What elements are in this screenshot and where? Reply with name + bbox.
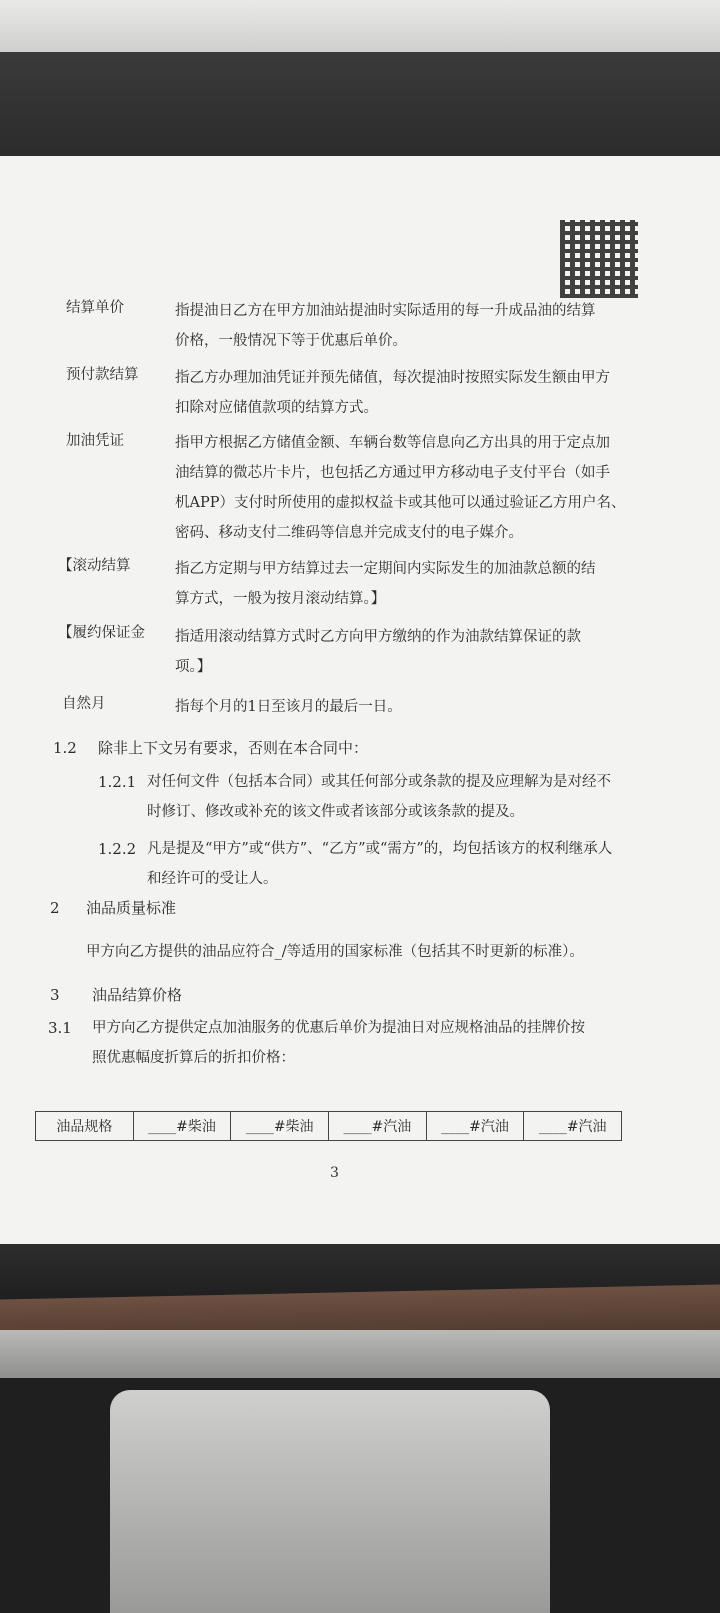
section-title: 油品质量标准 (86, 899, 177, 917)
clause-text: 甲方向乙方提供定点加油服务的优惠后单价为提油日对应规格油品的挂牌价按 照优惠幅度折算后的折扣价格： (92, 1020, 585, 1066)
clause-number: 1.2 (53, 739, 77, 757)
term-label: 加油凭证 (66, 433, 124, 449)
term-label: 【滚动结算 (58, 558, 131, 574)
term-label: 自然月 (62, 696, 106, 712)
clause-number: 1.2.1 (98, 773, 137, 791)
table-cell: ____#汽油 (328, 1112, 426, 1140)
term-label: 结算单价 (66, 300, 124, 316)
section-number: 3 (50, 986, 60, 1004)
definition-text: 指适用滚动结算方式时乙方向甲方缴纳的作为油款结算保证的款 项。】 (175, 629, 581, 675)
table-cell: ____#汽油 (426, 1112, 524, 1140)
table-cell: ____#汽油 (523, 1112, 621, 1140)
section-number: 2 (50, 899, 60, 917)
definition-text: 指乙方定期与甲方结算过去一定期间内实际发生的加油款总额的结 算方式，一般为按月滚动结算。】 (175, 561, 596, 607)
clause-number: 3.1 (48, 1019, 72, 1037)
window-sill (0, 1330, 720, 1378)
fuel-spec-table (35, 1111, 622, 1141)
background-top-strip (0, 0, 720, 52)
qr-code-icon (560, 220, 638, 298)
table-cell: ____#柴油 (133, 1112, 231, 1140)
term-label: 预付款结算 (66, 367, 139, 383)
definition-text: 指乙方办理加油凭证并预先储值，每次提油时按照实际发生额由甲方 扣除对应储值款项的结算方式。 (175, 370, 610, 416)
definition-text: 指提油日乙方在甲方加油站提油时实际适用的每一升成品油的结算 价格，一般情况下等于优惠后单价。 (175, 303, 596, 349)
clause-text: 凡是提及“甲方”或“供方”、“乙方”或“需方”的，均包括该方的权利继承人 和经许可的受让人。 (147, 841, 613, 887)
term-label: 【履约保证金 (58, 625, 145, 641)
background-dark-band (0, 52, 720, 162)
page-number: 3 (330, 1165, 339, 1181)
clause-text: 除非上下文另有要求，否则在本合同中： (98, 739, 369, 757)
definition-text: 指每个月的1日至该月的最后一日。 (175, 699, 402, 715)
cloth (110, 1390, 550, 1613)
table-cell: 油品规格 (56, 1119, 113, 1135)
section-title: 油品结算价格 (92, 986, 183, 1004)
table-cell: ____#柴油 (230, 1112, 328, 1140)
clause-number: 1.2.2 (98, 840, 137, 858)
section-text: 甲方向乙方提供的油品应符合_/等适用的国家标准（包括其不时更新的标准）。 (86, 944, 584, 960)
definition-text: 指甲方根据乙方储值金额、车辆台数等信息向乙方出具的用于定点加 油结算的微芯片卡片，也包括乙方通过甲方移动电子支付平台（如手 机APP）支付时所使用的虚拟权益卡或其他可以通过验证乙方用户名、 密码、移动支付二维码等信息并完成支付的电子媒介。 (175, 435, 626, 541)
clause-text: 对任何文件（包括本合同）或其任何部分或条款的提及应理解为是对经不 时修订、修改或补充的该文件或者该部分或该条款的提及。 (147, 774, 611, 820)
